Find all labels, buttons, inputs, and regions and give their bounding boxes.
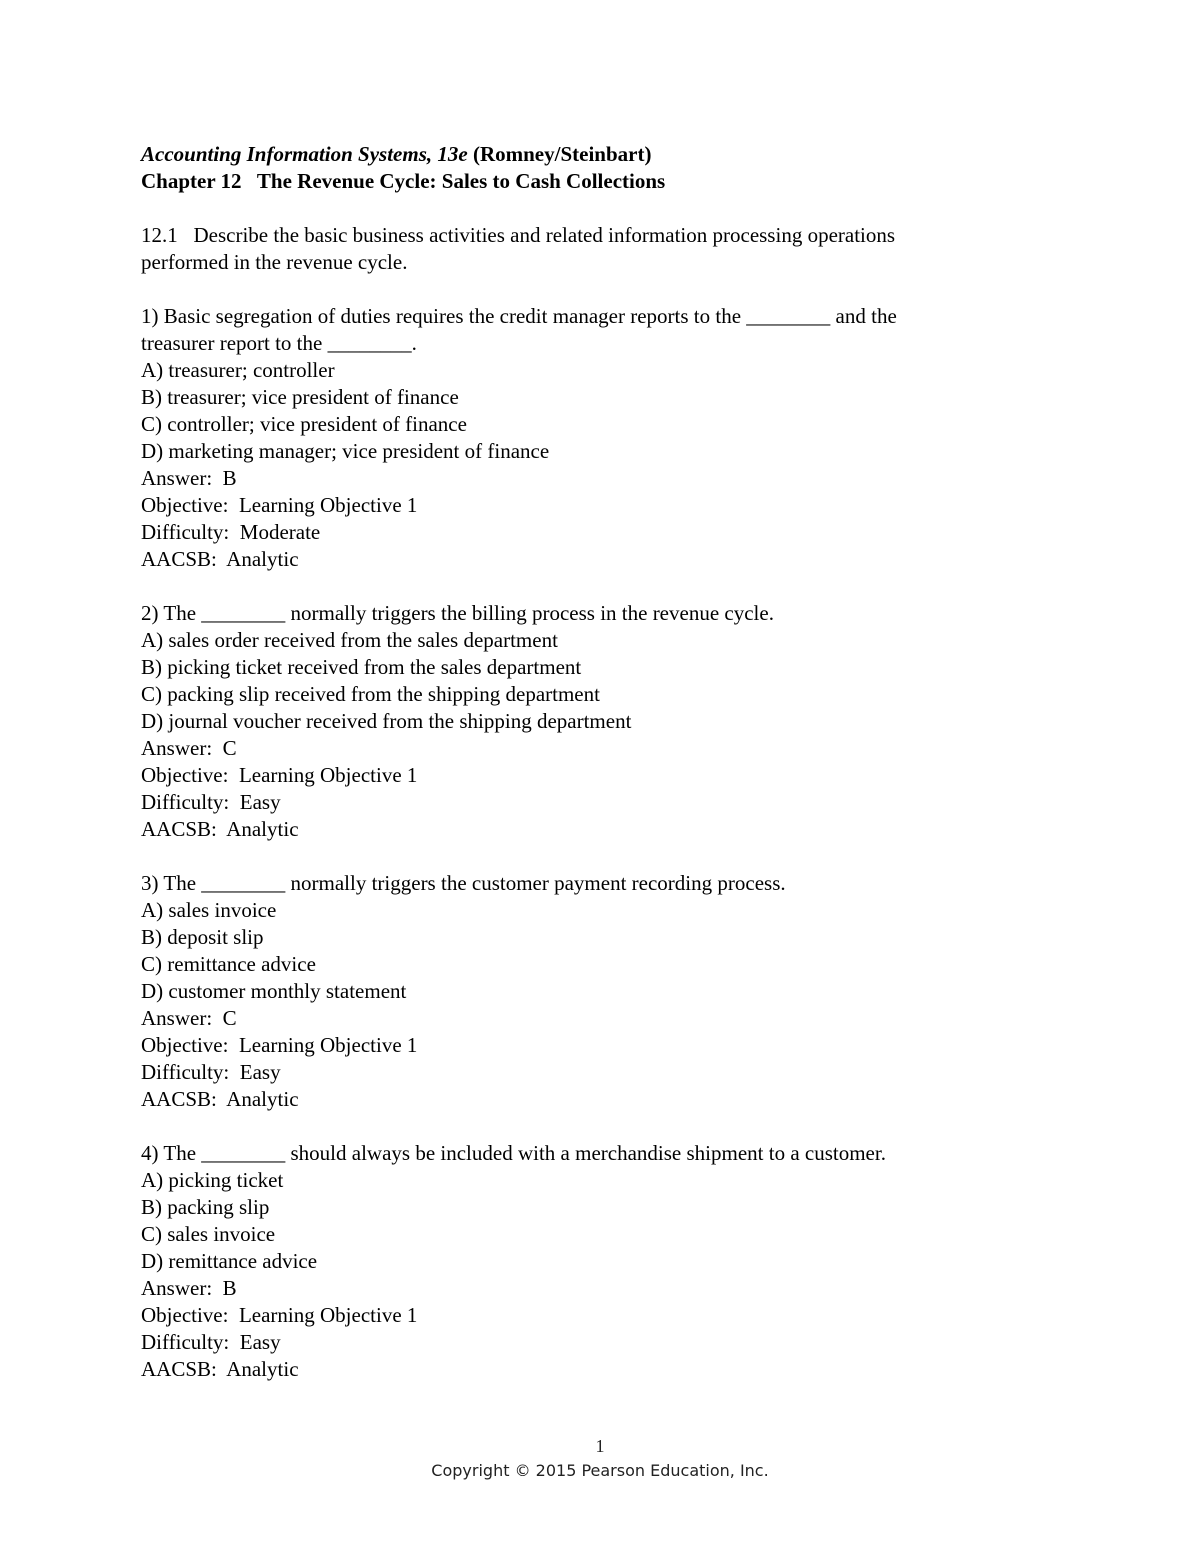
question-aacsb: AACSB: Analytic: [141, 817, 299, 841]
question-4: [141, 1140, 1041, 1383]
question-aacsb: AACSB: Analytic: [141, 1087, 299, 1111]
answer-key: Answer: B: [141, 1276, 237, 1300]
answer-option: D) marketing manager; vice president of finance: [141, 439, 550, 463]
question-aacsb: AACSB: Analytic: [141, 1357, 299, 1381]
copyright-notice: Copyright © 2015 Pearson Education, Inc.: [431, 1461, 769, 1480]
answer-option: B) deposit slip: [141, 925, 264, 949]
document-content: [141, 141, 1041, 1383]
book-title-line: [141, 141, 1041, 168]
question-objective: Objective: Learning Objective 1: [141, 763, 418, 787]
question-1: [141, 303, 1041, 573]
question-stem: 2) The ________ normally triggers the billing process in the revenue cycle.: [141, 601, 774, 625]
answer-option: B) picking ticket received from the sales department: [141, 655, 582, 679]
answer-option: C) controller; vice president of finance: [141, 412, 467, 436]
answer-option: A) sales invoice: [141, 898, 277, 922]
answer-option: D) remittance advice: [141, 1249, 318, 1273]
question-difficulty: Difficulty: Easy: [141, 1330, 281, 1354]
answer-option: C) packing slip received from the shipping department: [141, 682, 600, 706]
answer-key: Answer: C: [141, 1006, 237, 1030]
question-stem: 4) The ________ should always be included with a merchandise shipment to a customer.: [141, 1141, 886, 1165]
answer-option: C) remittance advice: [141, 952, 316, 976]
question-2: [141, 600, 1041, 843]
answer-key: Answer: C: [141, 736, 237, 760]
question-stem: 1) Basic segregation of duties requires the credit manager reports to the ________ and the: [141, 304, 897, 328]
page-number: 1: [595, 1436, 605, 1456]
question-aacsb: AACSB: Analytic: [141, 547, 299, 571]
answer-option: A) treasurer; controller: [141, 358, 335, 382]
answer-option: A) sales order received from the sales department: [141, 628, 558, 652]
question-difficulty: Difficulty: Easy: [141, 1060, 281, 1084]
answer-option: A) picking ticket: [141, 1168, 284, 1192]
answer-option: B) packing slip: [141, 1195, 270, 1219]
question-objective: Objective: Learning Objective 1: [141, 1303, 418, 1327]
question-difficulty: Difficulty: Easy: [141, 790, 281, 814]
book-authors: (Romney/Steinbart): [467, 142, 652, 166]
answer-option: C) sales invoice: [141, 1222, 276, 1246]
question-3: [141, 870, 1041, 1113]
question-difficulty: Difficulty: Moderate: [141, 520, 321, 544]
question-stem: treasurer report to the ________.: [141, 331, 417, 355]
question-objective: Objective: Learning Objective 1: [141, 493, 418, 517]
question-objective: Objective: Learning Objective 1: [141, 1033, 418, 1057]
chapter-title: Chapter 12 The Revenue Cycle: Sales to Cash Collections: [141, 169, 666, 193]
objective-line-1: 12.1 Describe the basic business activities and related information processing operations: [141, 223, 896, 247]
learning-objective-heading: [141, 222, 1041, 276]
objective-line-2: performed in the revenue cycle.: [141, 250, 408, 274]
answer-option: D) journal voucher received from the shipping department: [141, 709, 632, 733]
answer-option: B) treasurer; vice president of finance: [141, 385, 459, 409]
book-title: Accounting Information Systems, 13e: [141, 142, 468, 166]
answer-key: Answer: B: [141, 466, 237, 490]
answer-option: D) customer monthly statement: [141, 979, 407, 1003]
question-stem: 3) The ________ normally triggers the customer payment recording process.: [141, 871, 786, 895]
